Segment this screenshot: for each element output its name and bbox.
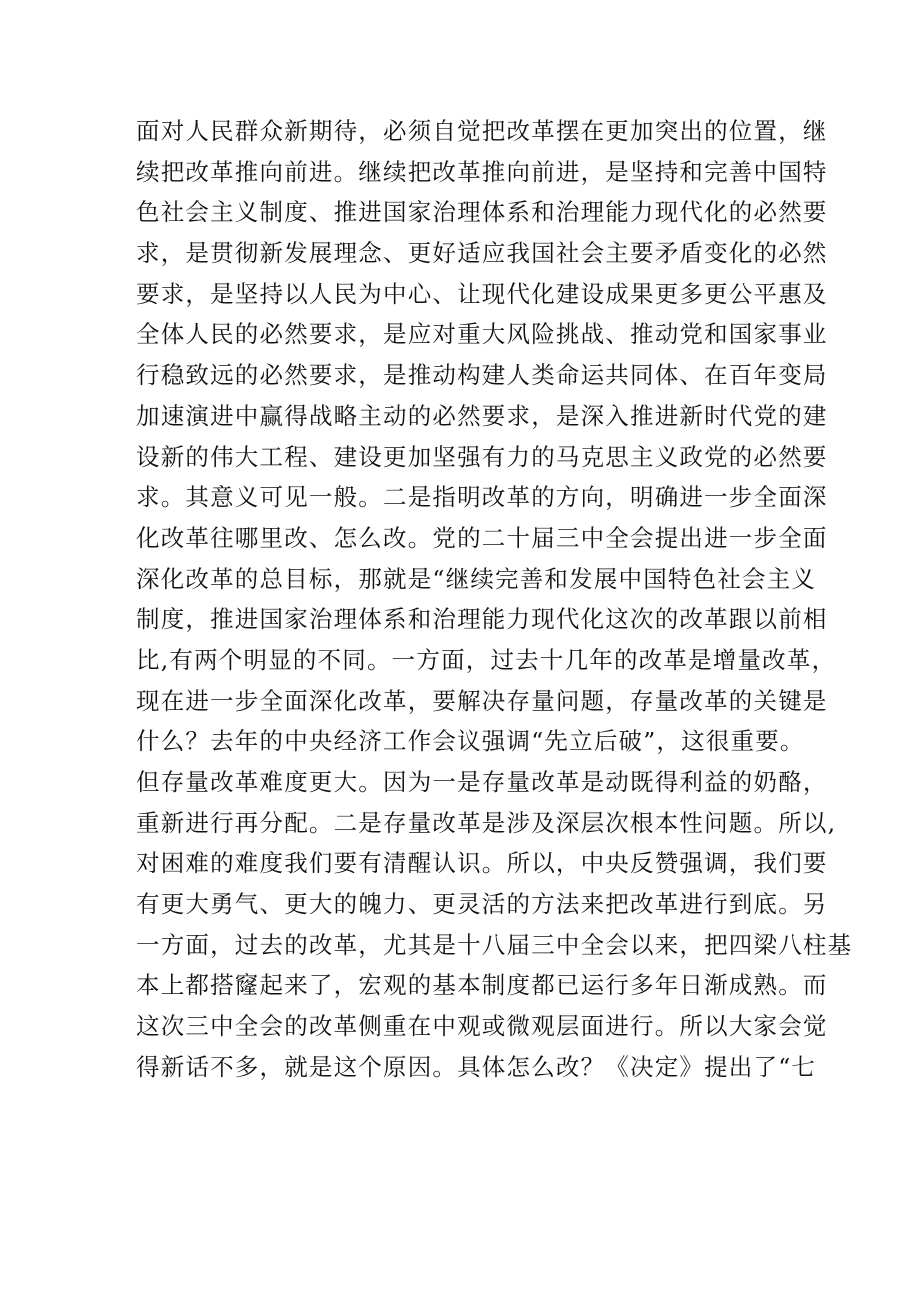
text-line-22: 本上都搭窿起来了，宏观的基本制度都已运行多年日渐成熟。而 [136,971,828,1000]
text-line-24: 得新话不多，就是这个原因。具体怎么改？《决定》提出了“七 [136,1052,817,1081]
text-line-23: 这次三中全会的改革侧重在中观或微观层面进行。所以大家会觉 [136,1012,828,1041]
text-line-17: 但存量改革难度更大。因为一是存量改革是动既得利益的奶酪， [136,768,828,796]
text-line-10: 求。其意义可见一般。二是指明改革的方向，明确进一步全面深 [136,483,828,512]
text-line-12: 深化改革的总目标，那就是“继续完善和发展中国特色社会主义 [136,564,817,593]
text-line-19: 对困难的难度我们要有清醒认识。所以，中央反赞强调，我们要 [136,849,828,878]
text-line-5: 要求，是坚持以人民为中心、让现代化建设成果更多更公平惠及 [136,279,828,308]
text-line-8: 加速演进中赢得战略主动的必然要求，是深入推进新时代党的建 [136,401,828,430]
text-line-9: 设新的伟大工程、建设更加坚强有力的马克思主义政党的必然要 [136,442,828,471]
text-line-21: 一方面，过去的改革，尤其是十八届三中全会以来，把四梁八柱基 [136,930,853,959]
body-paragraph [136,111,853,1088]
text-line-1: 面对人民群众新期待，必须自觉把改革摆在更加突出的位置，继 [136,117,828,145]
text-line-18: 重新进行再分配。二是存量改革是涉及深层次根本性问题。所以, [136,808,837,837]
text-line-11: 化改革往哪里改、怎么改。党的二十届三中全会提出进一步全面 [136,523,828,552]
text-line-2: 续把改革推向前进。继续把改革推向前进，是坚持和完善中国特 [136,157,828,186]
text-line-13: 制度，推进国家治理体系和治理能力现代化这次的改革跟以前相 [136,605,828,634]
text-line-6: 全体人民的必然要求，是应对重大风险挑战、推动党和国家事业 [136,320,828,349]
text-line-7: 行稳致远的必然要求，是推动构建人类命运共同体、在百年变局 [136,361,828,390]
text-line-4: 求，是贯彻新发展理念、更好适应我国社会主要矛盾变化的必然 [136,239,828,268]
text-line-14: 比,有两个明显的不同。一方面，过去十几年的改革是增量改革， [136,645,837,674]
text-line-16: 什么？去年的中央经济工作会议强调“先立后破”，这很重要。 [136,727,805,756]
text-line-3: 色社会主义制度、推进国家治理体系和治理能力现代化的必然要 [136,198,828,227]
text-line-15: 现在进一步全面深化改革，要解决存量问题，存量改革的关键是 [136,686,828,715]
text-line-20: 有更大勇气、更大的魄力、更灵活的方法来把改革进行到底。另 [136,890,828,919]
